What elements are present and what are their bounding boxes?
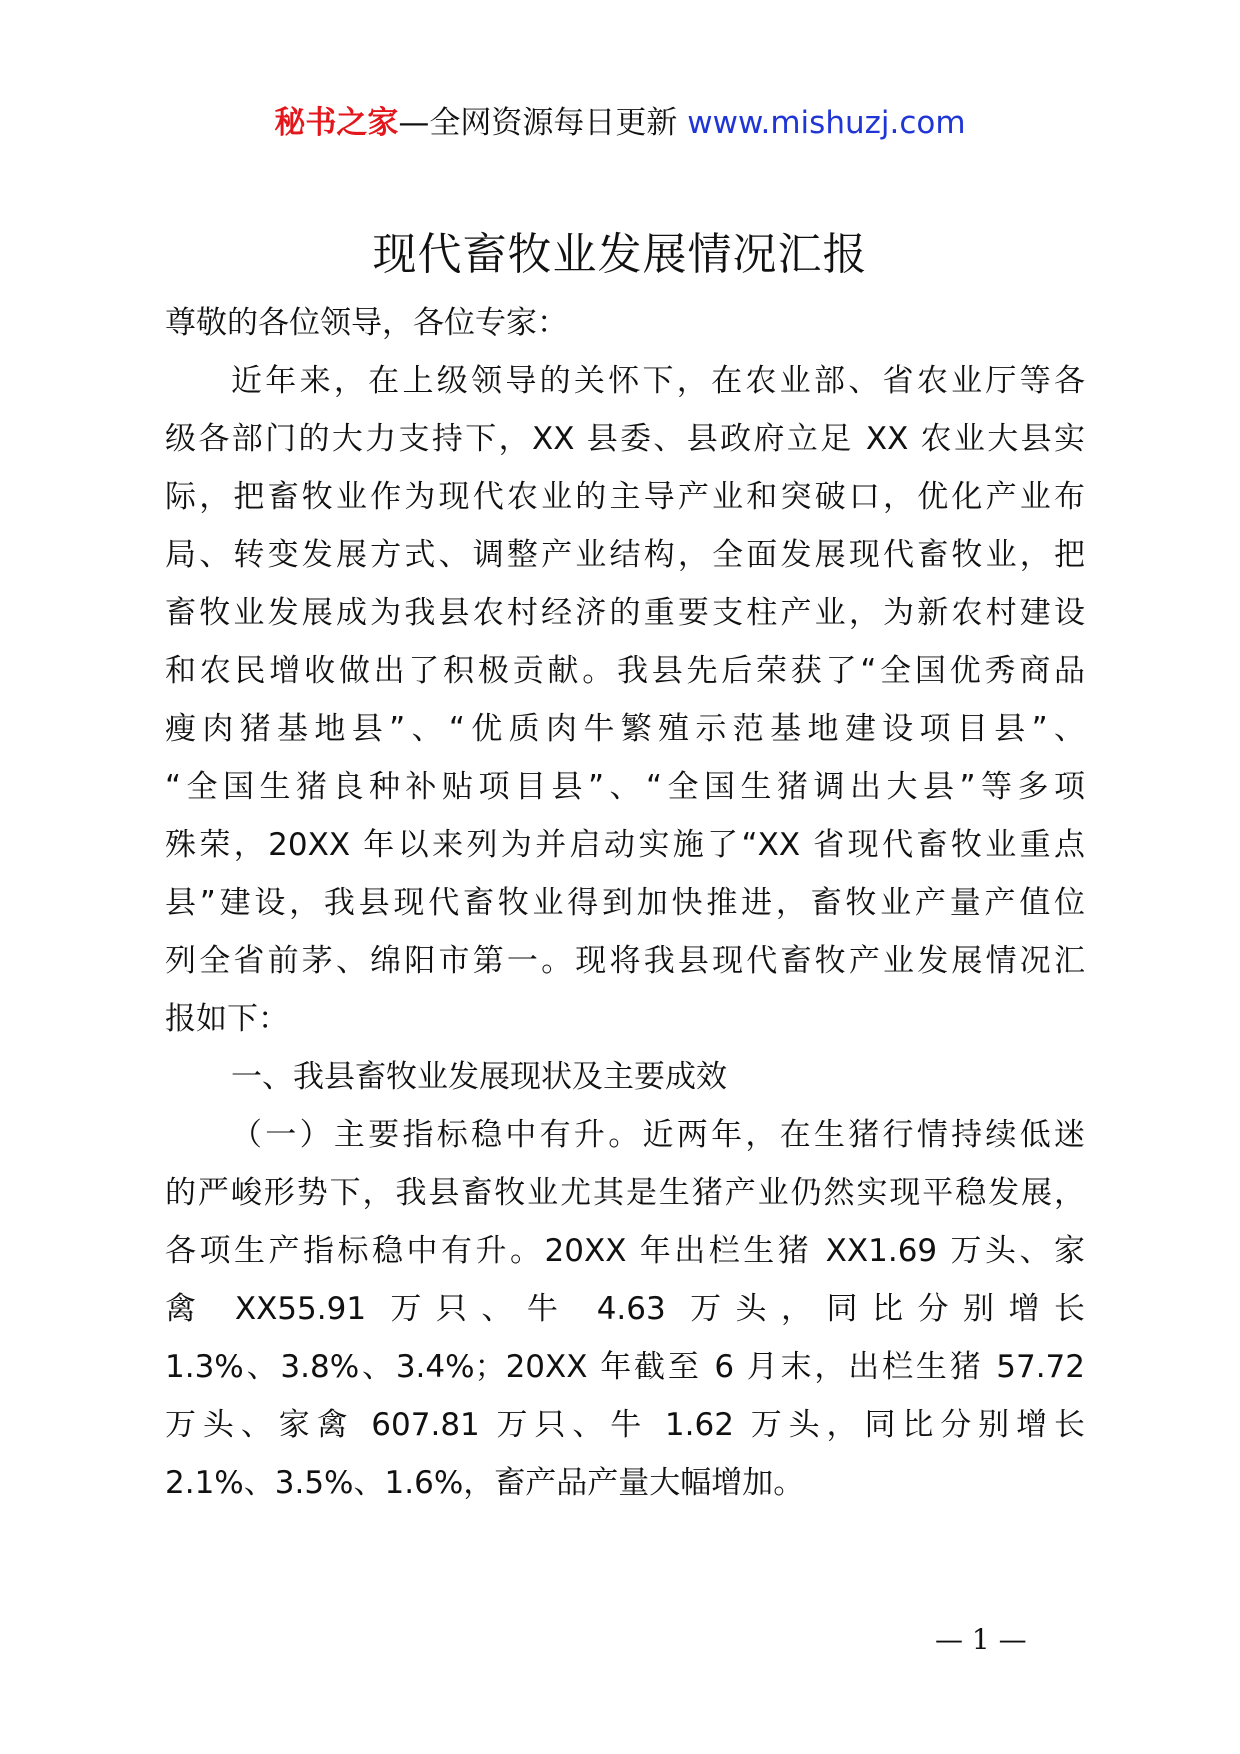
paragraph-line: 万头、家禽 607.81 万只、牛 1.62 万头，同比分别增长 (165, 1407, 1085, 1443)
paragraph-line: 畜牧业发展成为我县农村经济的重要支柱产业，为新农村建设 (165, 595, 1085, 631)
paragraph-line: 县”建设，我县现代畜牧业得到加快推进，畜牧业产量产值位 (165, 885, 1085, 921)
paragraph-line: 际，把畜牧业作为现代农业的主导产业和突破口，优化产业布 (165, 479, 1085, 515)
paragraph-line: （一）主要指标稳中有升。近两年，在生猪行情持续低迷 (231, 1117, 1085, 1153)
paragraph-line: “全国生猪良种补贴项目县”、“全国生猪调出大县”等多项 (165, 769, 1085, 805)
paragraph-line: 局、转变发展方式、调整产业结构，全面发展现代畜牧业，把 (165, 537, 1085, 573)
paragraph-line: 禽 XX55.91 万只、牛 4.63 万头，同比分别增长 (165, 1291, 1085, 1327)
paragraph-line: 瘦肉猪基地县”、“优质肉牛繁殖示范基地建设项目县”、 (165, 711, 1085, 747)
paragraph-line: 2.1%、3.5%、1.6%，畜产品产量大幅增加。 (165, 1465, 805, 1501)
paragraph-line: 和农民增收做出了积极贡献。我县先后荣获了“全国优秀商品 (165, 653, 1085, 689)
paragraph-line: 殊荣，20XX 年以来列为并启动实施了“XX 省现代畜牧业重点 (165, 827, 1085, 863)
paragraph-line: 级各部门的大力支持下，XX 县委、县政府立足 XX 农业大县实 (165, 421, 1085, 457)
salutation: 尊敬的各位领导，各位专家： (165, 305, 568, 341)
site-brand: 秘书之家 (274, 105, 399, 141)
section-heading: 一、我县畜牧业发展现状及主要成效 (231, 1059, 727, 1095)
paragraph-line: 报如下： (165, 1001, 289, 1037)
site-url-link[interactable]: www.mishuzj.com (687, 105, 966, 141)
paragraph-line: 列全省前茅、绵阳市第一。现将我县现代畜牧产业发展情况汇 (165, 943, 1085, 979)
site-slogan: —全网资源每日更新 (398, 105, 688, 141)
paragraph-line: 各项生产指标稳中有升。20XX 年出栏生猪 XX1.69 万头、家 (165, 1233, 1085, 1269)
document-title: 现代畜牧业发展情况汇报 (372, 229, 868, 280)
paragraph-line: 的严峻形势下，我县畜牧业尤其是生猪产业仍然实现平稳发展， (165, 1175, 1085, 1211)
page-number: — 1 — (935, 1623, 1027, 1656)
paragraph-line: 1.3%、3.8%、3.4%；20XX 年截至 6 月末，出栏生猪 57.72 (165, 1349, 1085, 1385)
document-body (165, 294, 1085, 1512)
paragraph-line: 近年来，在上级领导的关怀下，在农业部、省农业厅等各 (231, 363, 1085, 399)
site-banner (0, 98, 1240, 148)
